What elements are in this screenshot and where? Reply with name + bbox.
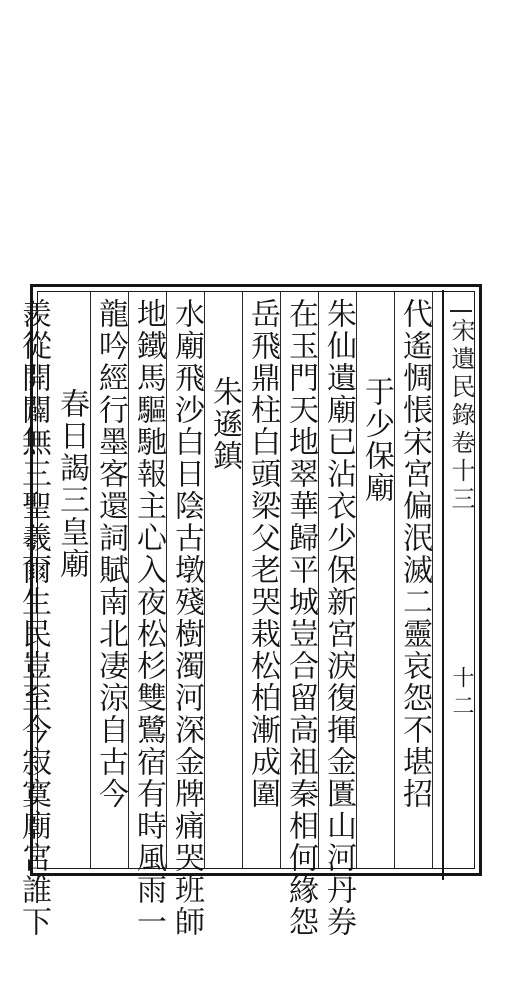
text-column-2: [356, 292, 395, 868]
text-column-5: [242, 292, 281, 868]
text-column-1: [394, 292, 433, 868]
column-11-text: 羨從開闢無三聖羲爾生民豈至今寂寞廟宮誰下: [16, 298, 51, 938]
margin-volume-text: 卷十三: [447, 430, 475, 514]
text-column-3: [318, 292, 357, 938]
column-6-text: 朱遜鎮: [207, 376, 242, 472]
column-divider: [432, 292, 453, 868]
page-frame: [16, 284, 482, 938]
column-3-text: 朱仙遺廟已沾衣少保新宮淚復揮金匱山河丹券: [321, 298, 356, 938]
column-4-text: 在玉門天地翠華歸平城豈合留高祖秦相何緣怨: [283, 298, 318, 938]
column-10-text: 春日謁三皇廟: [54, 388, 89, 580]
column-5-text: 岳飛鼎柱白頭梁父老哭栽松柏漸成圍: [245, 298, 280, 810]
text-column-6: [204, 292, 243, 868]
fish-tail-mark: [450, 298, 472, 312]
text-column-10: [52, 292, 90, 868]
text-column-11: [14, 292, 52, 938]
text-grid: [16, 291, 475, 938]
text-column-9: [90, 292, 129, 868]
margin-title-text: 宋遺民錄: [447, 318, 475, 430]
text-column-8: [128, 292, 167, 938]
margin-page-number: 十二: [449, 666, 474, 722]
text-column-7: [166, 292, 205, 938]
column-8-text: 地鐵馬驅馳報主心入夜松杉雙鷺宿有時風雨一: [131, 298, 166, 938]
column-1-text: 代遙惆悵宋宮偏泯滅二靈哀怨不堪招: [397, 298, 432, 810]
column-9-text: 龍吟經行墨客還詞賦南北凄涼自古今: [93, 298, 128, 810]
column-2-text: 于少保廟: [359, 376, 394, 504]
column-7-text: 水廟飛沙白日陰古墩殘樹濁河深金牌痛哭班師: [169, 298, 204, 938]
text-column-4: [280, 292, 319, 938]
